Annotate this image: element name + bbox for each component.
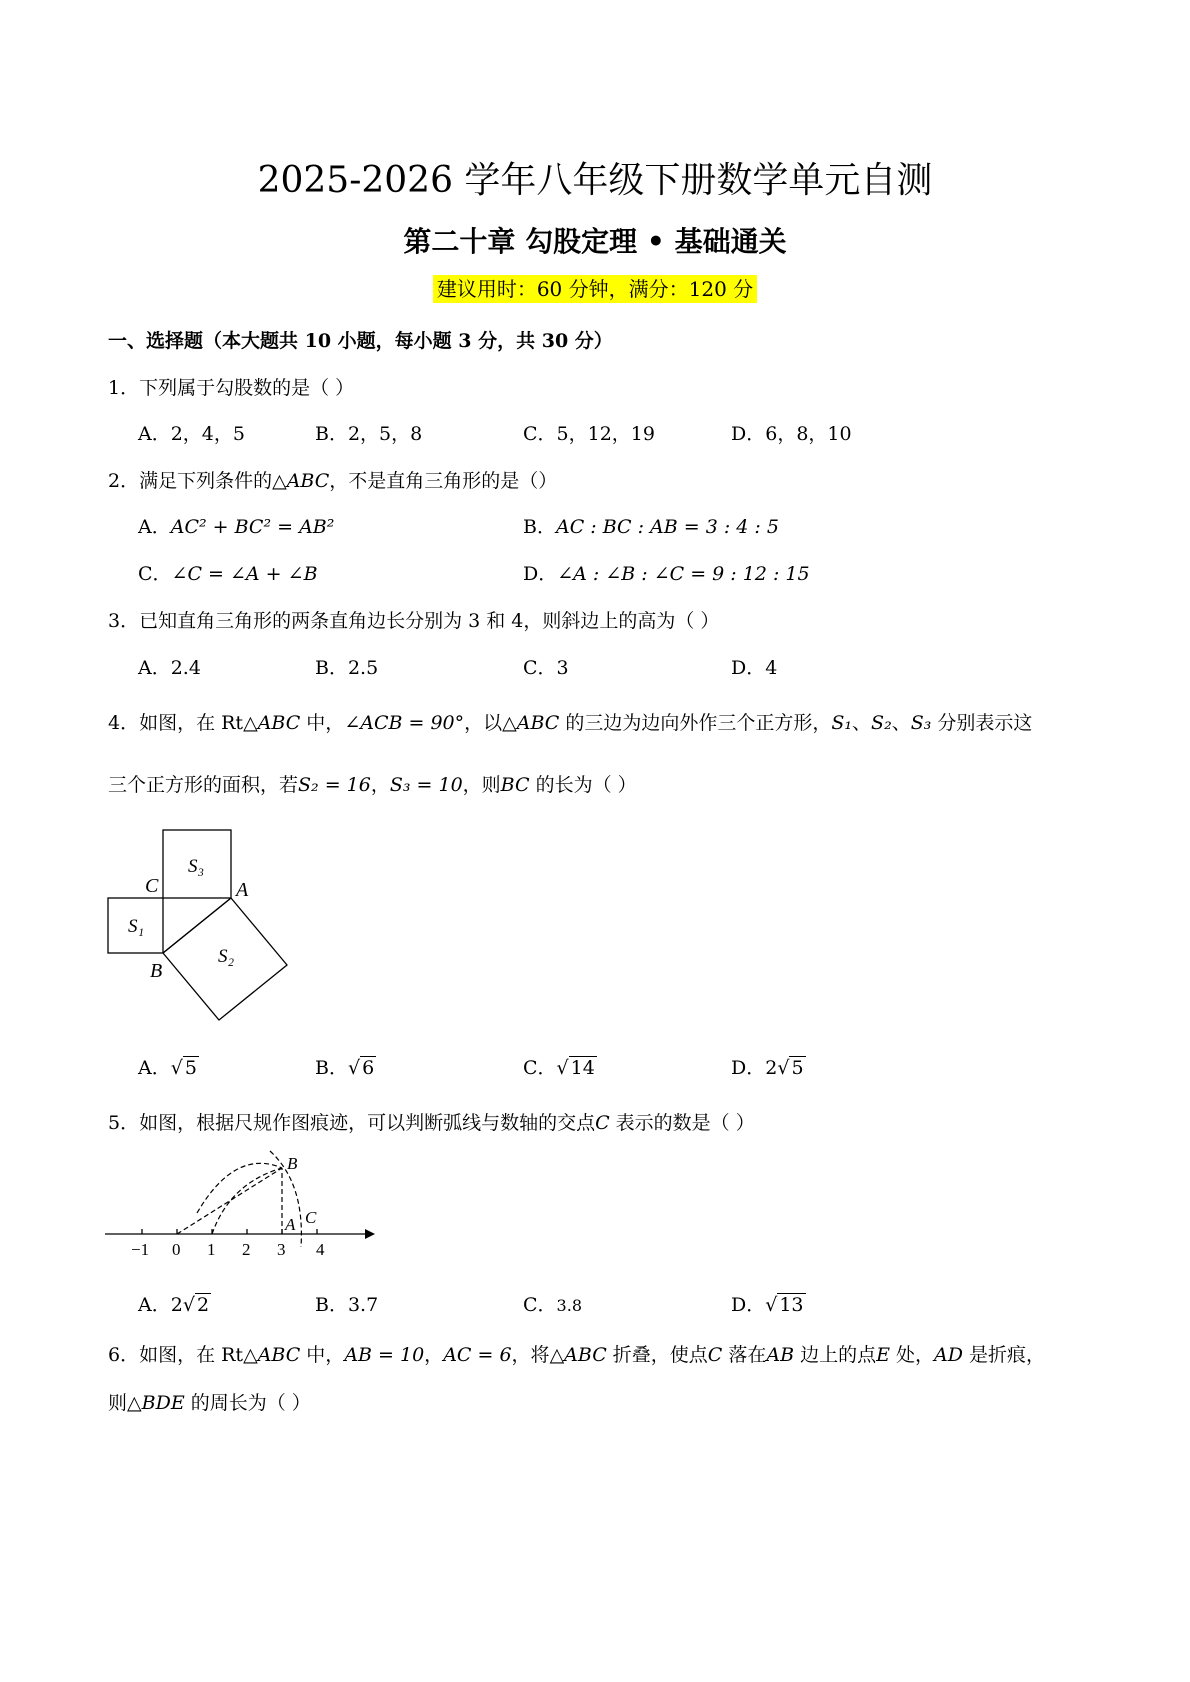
q4-s3-eq: S₃ = 10 [389,774,463,796]
q2-option-b-expr: AC : BC : AB = 3 : 4 : 5 [555,516,779,538]
radical-sign: √ [556,1057,569,1079]
q4-option-b [315,1053,376,1080]
q3-option-a: A．2.4 [138,657,201,679]
q6-segment-ad: AD [934,1344,964,1366]
radical-sign: √ [170,1057,183,1079]
label-a: A [285,1215,296,1234]
q2-option-d [523,559,810,586]
tick-label: 3 [277,1240,286,1259]
axis-arrow [365,1229,375,1239]
q2-triangle: △ABC [272,470,330,492]
q6-ac: AC = 6 [443,1344,512,1366]
q5-option-d-radicand: 13 [779,1294,804,1316]
q5-option-c [523,1290,582,1317]
q5-point-c: C [595,1112,610,1134]
q4-text: ， [370,774,390,796]
q6-point-e: E [876,1344,890,1366]
q4-text: ，则 [462,774,501,796]
tick-label: 0 [172,1240,181,1259]
q6-text: ， [424,1344,444,1366]
tick-label: 1 [207,1240,216,1259]
hypotenuse [163,898,231,953]
q4-triangle: △ABC [502,712,560,734]
q5-option-a-radicand: 2 [196,1294,210,1316]
q6-text: 折叠，使点 [606,1344,708,1366]
question-6-line-1 [108,1340,1045,1367]
q4-text: 三个正方形的面积，若 [108,774,299,796]
label-s2: S₂ [218,946,235,967]
q4-option-a-radicand: 5 [184,1057,197,1079]
time-note: 建议用时：60 分钟，满分：120 分 [433,275,757,303]
label-c: C [145,875,159,897]
q4-option-c-radicand: 14 [570,1057,595,1079]
q4-text: 中， [300,712,345,734]
label-b: B [150,960,163,982]
question-5-stem [108,1108,755,1135]
q5-number-line-figure [105,1143,395,1263]
q4-sep: 、 [891,712,911,734]
q4-text: 的三边为边向外作三个正方形， [559,712,832,734]
q6-text: ，将 [511,1344,550,1366]
q4-option-b-radicand: 6 [362,1057,375,1079]
q4-option-a [138,1053,199,1080]
q2-stem-b: ，不是直角三角形的是（） [329,470,558,492]
radical-sign: √ [765,1294,778,1316]
question-1-stem: 1．下列属于勾股数的是（ ） [108,377,355,399]
q6-text: 中， [300,1344,345,1366]
q1-option-d: D．6，8，10 [731,423,852,445]
q5-text: 5．如图，根据尺规作图痕迹，可以判断弧线与数轴的交点 [108,1112,596,1134]
q6-text: 的周长为（ ） [184,1392,311,1414]
q2-option-a-label: A． [138,516,171,538]
radical-sign: √ [347,1057,361,1079]
q4-text: 4．如图，在 Rt [108,712,244,734]
q4-option-b-label: B． [315,1057,348,1079]
q6-segment-ab: AB [766,1344,795,1366]
q4-s2: S₂ [871,712,892,734]
q2-option-d-expr: ∠A : ∠B : ∠C = 9 : 12 : 15 [557,563,810,585]
q4-option-c [523,1053,597,1080]
q6-triangle: △ABC [243,1344,301,1366]
q2-option-d-label: D． [523,563,558,585]
q4-option-d-coef: 2 [765,1057,778,1079]
q4-option-c-label: C． [523,1057,557,1079]
q5-option-d-label: D． [731,1294,766,1316]
tick-label: 2 [242,1240,251,1259]
q6-text: 是折痕， [963,1344,1046,1366]
q5-option-a-coef: 2 [170,1294,183,1316]
question-3-stem: 3．已知直角三角形的两条直角边长分别为 3 和 4，则斜边上的高为（ ） [108,610,720,632]
q1-option-a: A．2，4，5 [138,423,245,445]
q1-option-c: C．5，12，19 [523,423,655,445]
q4-option-a-label: A． [138,1057,171,1079]
label-a: A [236,879,249,901]
radical-sign: √ [777,1057,790,1079]
q4-triangle: △ABC [243,712,301,734]
label-c: C [305,1208,317,1227]
q2-option-b [523,512,779,539]
q3-option-d: D．4 [731,657,778,679]
q5-option-a [138,1290,211,1317]
q5-option-d [731,1290,806,1317]
label-s1: S₁ [128,916,145,937]
q5-option-b [315,1290,378,1317]
arc-lower [212,1168,282,1234]
q4-text: 的长为（ ） [529,774,637,796]
q2-option-c-expr: ∠C = ∠A + ∠B [171,563,318,585]
q2-option-a [138,512,334,539]
q4-s2-eq: S₂ = 16 [298,774,371,796]
q6-text: 6．如图，在 Rt [108,1344,244,1366]
label-b: B [287,1154,298,1173]
q4-option-d [731,1053,806,1080]
radical-sign: √ [182,1294,195,1316]
q1-option-b: B．2，5，8 [315,423,423,445]
chapter-subtitle: 第二十章 勾股定理 • 基础通关 [403,225,787,258]
q2-stem-a: 2．满足下列条件的 [108,470,273,492]
segment-ob [177,1168,282,1234]
q4-text: ，以 [464,712,503,734]
q6-text: 则 [108,1392,128,1414]
q4-sep: 、 [852,712,872,734]
q5-option-a-label: A． [138,1294,171,1316]
q5-option-c-label: C． [523,1294,557,1316]
q2-option-b-label: B． [523,516,556,538]
q4-s3: S₃ [910,712,932,734]
q5-option-c-value: 3.8 [556,1296,582,1315]
q4-angle: ∠ACB = 90° [344,712,465,734]
arc-upper [197,1163,282,1213]
q5-option-b-label: B． [315,1294,348,1316]
q3-option-b: B．2.5 [315,657,379,679]
q6-point-c: C [707,1344,723,1366]
question-2-stem [108,466,557,493]
q3-option-c: C．3 [523,657,569,679]
section-heading: 一、选择题（本大题共 10 小题，每小题 3 分，共 30 分） [108,330,613,352]
q6-text: 处， [890,1344,935,1366]
q4-s1: S₁ [831,712,853,734]
q6-triangle-bde: △BDE [127,1392,185,1414]
q6-text: 落在 [722,1344,767,1366]
q4-figure [100,825,300,1025]
tick-label: 4 [316,1240,325,1259]
question-4-line-1 [108,708,1032,735]
q5-option-b-value: 3.7 [347,1294,379,1316]
tick-label: −1 [131,1240,150,1259]
page-title: 2025-2026 学年八年级下册数学单元自测 [257,160,933,201]
time-note-bar [0,273,1190,302]
q6-triangle: △ABC [549,1344,607,1366]
q5-text: 表示的数是（ ） [609,1112,755,1134]
label-s3: S₃ [188,856,205,877]
q6-ab: AB = 10 [344,1344,425,1366]
q4-option-d-radicand: 5 [791,1057,804,1079]
q4-option-d-label: D． [731,1057,766,1079]
q2-option-c [138,559,318,586]
q2-option-c-label: C． [138,563,172,585]
question-6-line-2 [108,1388,311,1415]
question-4-line-2 [108,770,637,797]
q2-option-a-expr: AC² + BC² = AB² [170,516,335,538]
q4-text: 分别表示这 [931,712,1033,734]
q4-bc: BC [500,774,530,796]
q6-text: 边上的点 [794,1344,877,1366]
